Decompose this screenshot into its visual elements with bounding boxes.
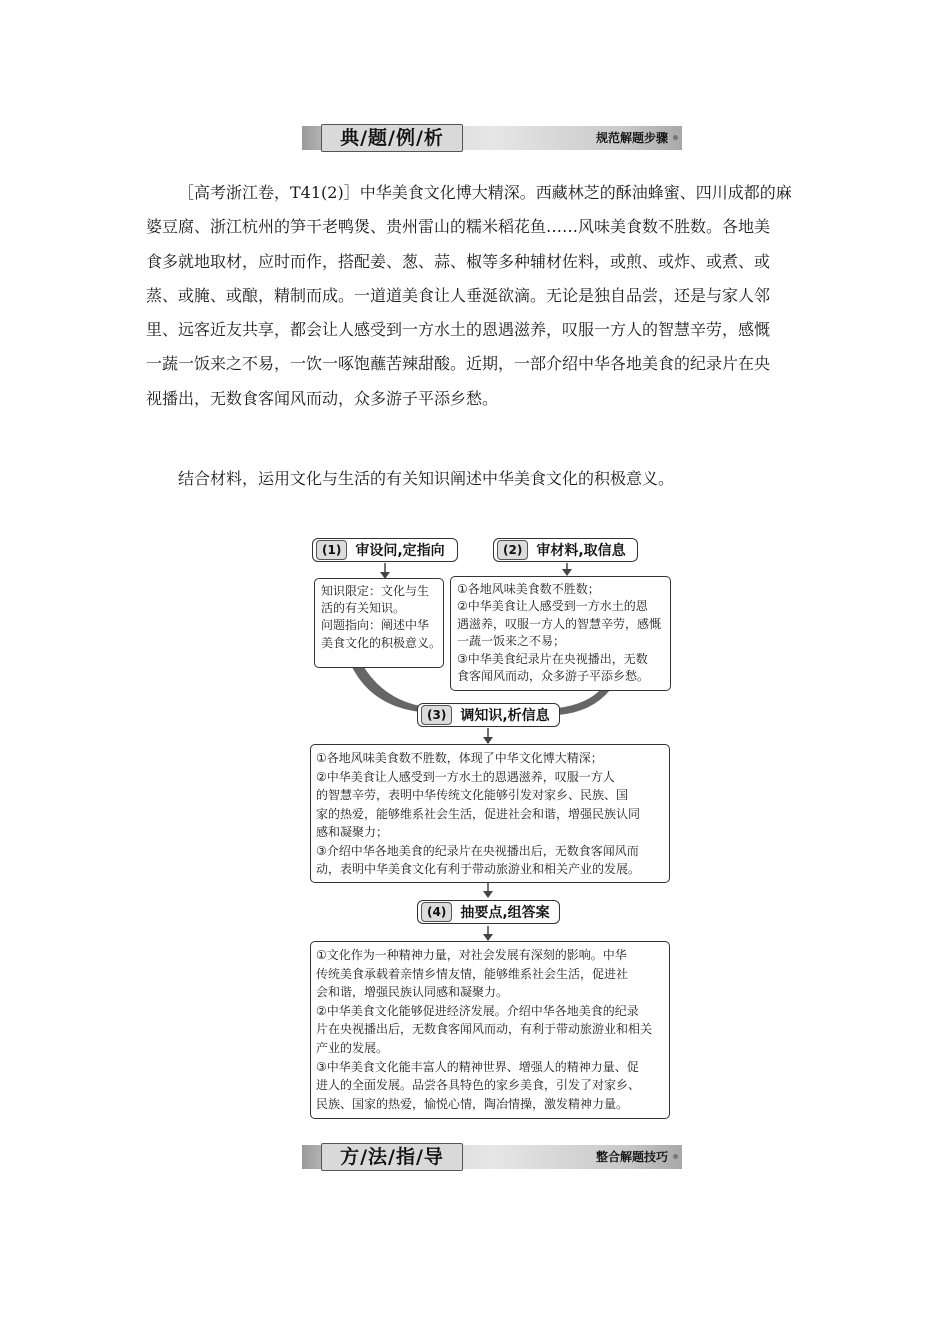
- step3-line: ③介绍中华各地美食的纪录片在央视播出后，无数食客闻风而: [316, 843, 639, 858]
- step3-title: 调知识,析信息: [460, 708, 550, 724]
- step4-line: ③中华美食文化能丰富人的精神世界、增强人的精神力量、促: [316, 1059, 639, 1074]
- step1-title: 审设问,定指向: [355, 543, 445, 559]
- step2-line: ②中华美食让人感受到一方水土的恩: [457, 599, 648, 614]
- step4-line: 传统美食承载着亲情乡情友情，能够维系社会生活，促进社: [316, 966, 629, 981]
- step2-number: (2): [497, 540, 528, 560]
- question-line: 蒸、或腌、或酿，精制而成。一道道美食让人垂涎欲滴。无论是独自品尝，还是与家人邻: [146, 285, 771, 305]
- step3-line: 家的热爱，能够维系社会生活，促进社会和谐，增强民族认同: [316, 806, 641, 821]
- section-subtitle: 规范解题步骤: [595, 131, 668, 145]
- question-prompt-text: 结合材料，运用文化与生活的有关知识阐述中华美食文化的积极意义。: [178, 469, 675, 488]
- step3-line: 感和凝聚力；: [316, 825, 389, 839]
- step4-line: 民族、国家的热爱，愉悦心情，陶冶情操，激发精神力量。: [316, 1096, 629, 1111]
- step4-line: 进人的全面发展。品尝各具特色的家乡美食，引发了对家乡、: [316, 1078, 641, 1093]
- step3-line: ②中华美食让人感受到一方水土的恩遇滋养，叹服一方人: [316, 769, 615, 784]
- question-line: 一蔬一饭来之不易，一饮一啄饱蘸苦辣甜酸。近期，一部介绍中华各地美食的纪录片在央: [146, 354, 771, 374]
- step3-header: [417, 703, 560, 727]
- question-line: 婆豆腐、浙江杭州的笋干老鸭煲、贵州雷山的糯米稻花鱼……风味美食数不胜数。各地美: [146, 217, 771, 237]
- step4-line: ②中华美食文化能够促进经济发展。介绍中华各地美食的纪录: [316, 1003, 639, 1018]
- question-line: 视播出，无数食客闻风而动，众多游子平添乡愁。: [146, 388, 499, 408]
- step2-line: ①各地风味美食数不胜数；: [457, 582, 600, 596]
- step3-line: 动，表明中华美食文化有利于带动旅游业和相关产业的发展。: [316, 862, 641, 876]
- arrow-down-icon: [562, 569, 572, 576]
- section-tab-title: 方/法/指/导: [321, 1143, 463, 1171]
- step4-line: 产业的发展。: [316, 1040, 389, 1055]
- step1-line: 知识限定：文化与生: [321, 584, 430, 598]
- step4-title: 抽要点,组答案: [460, 905, 550, 921]
- step4-line: 片在央视播出后，无数食客闻风而动，有利于带动旅游业和相关: [316, 1022, 653, 1037]
- step1-line: 美食文化的积极意义。: [321, 635, 442, 650]
- arrow-down-icon: [483, 737, 493, 744]
- question-line: ［高考浙江卷，T41(2)］中华美食文化博大精深。西藏林芝的酥油蜂蜜、四川成都的麻: [178, 183, 792, 202]
- step3-number: (3): [421, 705, 452, 725]
- step2-header: [493, 538, 638, 562]
- step4-number: (4): [421, 902, 452, 922]
- step1-box: [314, 578, 444, 668]
- step4-line: ①文化作为一种精神力量，对社会发展有深刻的影响。中华: [316, 948, 627, 962]
- step4-header: [417, 900, 560, 924]
- step2-line: ③中华美食纪录片在央视播出，无数: [457, 651, 648, 666]
- step1-header: [312, 538, 458, 562]
- step4-box: [310, 941, 670, 1119]
- step2-line: 遇滋养，叹服一方人的智慧辛劳，感慨: [457, 616, 662, 631]
- curve-connector-right: [558, 688, 610, 715]
- step1-line: 问题指向：阐述中华: [321, 618, 430, 633]
- section-header-methods: [302, 1145, 682, 1169]
- step4-line: 会和谐，增强民族认同感和凝聚力。: [316, 985, 509, 1000]
- step3-line: ①各地风味美食数不胜数，体现了中华文化博大精深；: [316, 751, 603, 765]
- step1-number: (1): [316, 540, 347, 560]
- step2-box: [450, 576, 671, 691]
- question-line: 食多就地取材，应时而作，搭配姜、葱、蒜、椒等多种辅材佐料，或煎、或炸、或煮、或: [146, 251, 771, 271]
- step2-line: 食客闻风而动，众多游子平添乡愁。: [457, 669, 650, 684]
- step3-box: [310, 744, 670, 883]
- step2-line: 一蔬一饭来之不易；: [457, 634, 566, 649]
- step2-title: 审材料,取信息: [536, 543, 626, 559]
- arrow-down-icon: [483, 891, 493, 898]
- section-tab-title: 典/题/例/析: [321, 124, 463, 152]
- section-subtitle: 整合解题技巧: [595, 1150, 668, 1164]
- step1-line: 活的有关知识。: [321, 601, 406, 616]
- bullet-dot-icon: [673, 1154, 678, 1159]
- step3-line: 的智慧辛劳，表明中华传统文化能够引发对家乡、民族、国: [316, 788, 629, 802]
- curve-connector-left: [352, 664, 420, 712]
- arrow-down-icon: [483, 934, 493, 941]
- question-line: 里、远客近友共享，都会让人感受到一方水土的恩遇滋养，叹服一方人的智慧辛劳，感慨: [146, 320, 771, 340]
